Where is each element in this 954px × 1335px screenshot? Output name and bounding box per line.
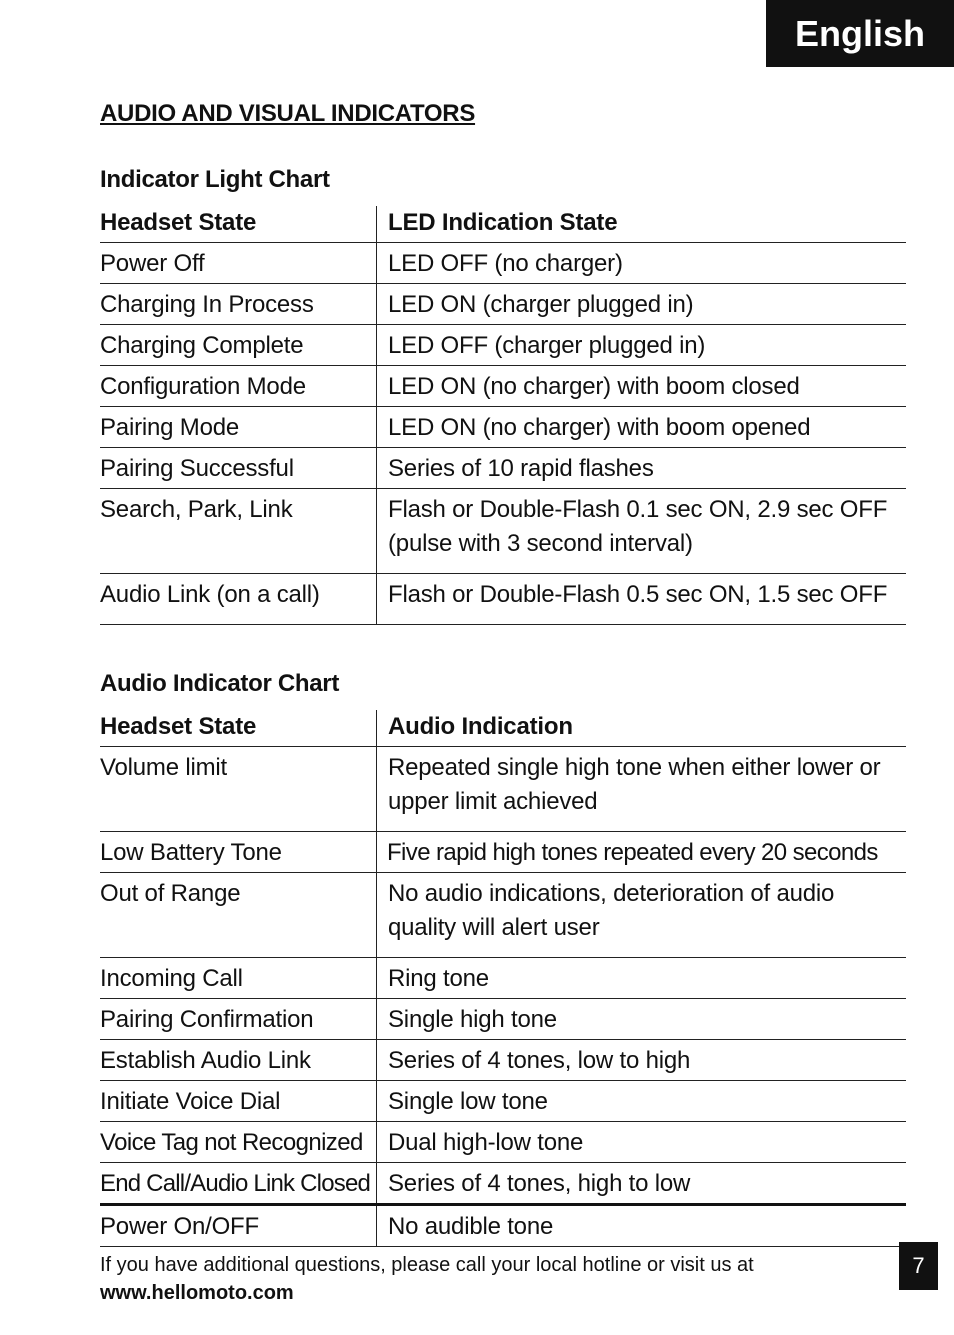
indication-cell: Repeated single high tone when either lower or upper limit achieved (377, 747, 907, 832)
audio-chart-title: Audio Indicator Chart (100, 670, 340, 697)
footer (100, 1251, 860, 1307)
headset-state-cell: Configuration Mode (100, 366, 377, 407)
table-row (100, 1040, 906, 1081)
indication-cell: Dual high-low tone (377, 1122, 907, 1163)
indication-cell: Five rapid high tones repeated every 20 seconds (377, 832, 907, 873)
table-header-row (100, 710, 906, 747)
headset-state-cell: Pairing Mode (100, 407, 377, 448)
headset-state-cell: Low Battery Tone (100, 832, 377, 873)
indication-cell: LED OFF (no charger) (377, 243, 907, 284)
headset-state-cell: Incoming Call (100, 958, 377, 999)
headset-state-cell: Volume limit (100, 747, 377, 832)
table-row (100, 243, 906, 284)
headset-state-cell: Power Off (100, 243, 377, 284)
table-row (100, 999, 906, 1040)
table-row (100, 873, 906, 958)
indication-cell: Single high tone (377, 999, 907, 1040)
table-row (100, 1081, 906, 1122)
headset-state-cell: Out of Range (100, 873, 377, 958)
table-header-row (100, 206, 906, 243)
headset-state-cell: Pairing Successful (100, 448, 377, 489)
light-chart-title: Indicator Light Chart (100, 166, 330, 193)
headset-state-cell: Pairing Confirmation (100, 999, 377, 1040)
table-row (100, 1163, 906, 1205)
header-audio-indication: Audio Indication (377, 710, 907, 747)
headset-state-cell: Voice Tag not Recognized (100, 1122, 377, 1163)
table-row (100, 747, 906, 832)
table-row (100, 1205, 906, 1247)
headset-state-cell: End Call/Audio Link Closed (100, 1163, 377, 1205)
table-row (100, 284, 906, 325)
table-row (100, 325, 906, 366)
table-row (100, 366, 906, 407)
language-tab: English (766, 0, 954, 67)
indication-cell: No audio indications, deterioration of audio quality will alert user (377, 873, 907, 958)
headset-state-cell: Establish Audio Link (100, 1040, 377, 1081)
indication-cell: Series of 10 rapid flashes (377, 448, 907, 489)
table-row (100, 448, 906, 489)
footer-url-link[interactable]: www.hellomoto.com (100, 1282, 294, 1304)
table-row (100, 574, 906, 625)
headset-state-cell: Power On/OFF (100, 1205, 377, 1247)
table-row (100, 1122, 906, 1163)
audio-indicator-table (100, 710, 906, 1247)
header-headset-state: Headset State (100, 710, 377, 747)
indication-cell: LED ON (charger plugged in) (377, 284, 907, 325)
table-row (100, 407, 906, 448)
indication-cell: LED ON (no charger) with boom closed (377, 366, 907, 407)
headset-state-cell: Search, Park, Link (100, 489, 377, 574)
indication-cell: Series of 4 tones, low to high (377, 1040, 907, 1081)
table-row (100, 832, 906, 873)
footer-text: If you have additional questions, please call your local hotline or visit us at (100, 1254, 754, 1276)
page-number: 7 (899, 1242, 938, 1290)
headset-state-cell: Charging Complete (100, 325, 377, 366)
indicator-light-table (100, 206, 906, 625)
indication-cell: LED ON (no charger) with boom opened (377, 407, 907, 448)
table-row (100, 489, 906, 574)
indication-cell: Ring tone (377, 958, 907, 999)
indication-cell: Flash or Double-Flash 0.1 sec ON, 2.9 sec OFF (pulse with 3 second interval) (377, 489, 907, 574)
header-headset-state: Headset State (100, 206, 377, 243)
header-led-indication: LED Indication State (377, 206, 907, 243)
indication-cell: No audible tone (377, 1205, 907, 1247)
indication-cell: LED OFF (charger plugged in) (377, 325, 907, 366)
section-title: AUDIO AND VISUAL INDICATORS (100, 100, 476, 127)
indication-cell: Series of 4 tones, high to low (377, 1163, 907, 1205)
headset-state-cell: Initiate Voice Dial (100, 1081, 377, 1122)
table-row (100, 958, 906, 999)
indication-cell: Single low tone (377, 1081, 907, 1122)
headset-state-cell: Audio Link (on a call) (100, 574, 377, 625)
indication-cell: Flash or Double-Flash 0.5 sec ON, 1.5 sec OFF (377, 574, 907, 625)
headset-state-cell: Charging In Process (100, 284, 377, 325)
